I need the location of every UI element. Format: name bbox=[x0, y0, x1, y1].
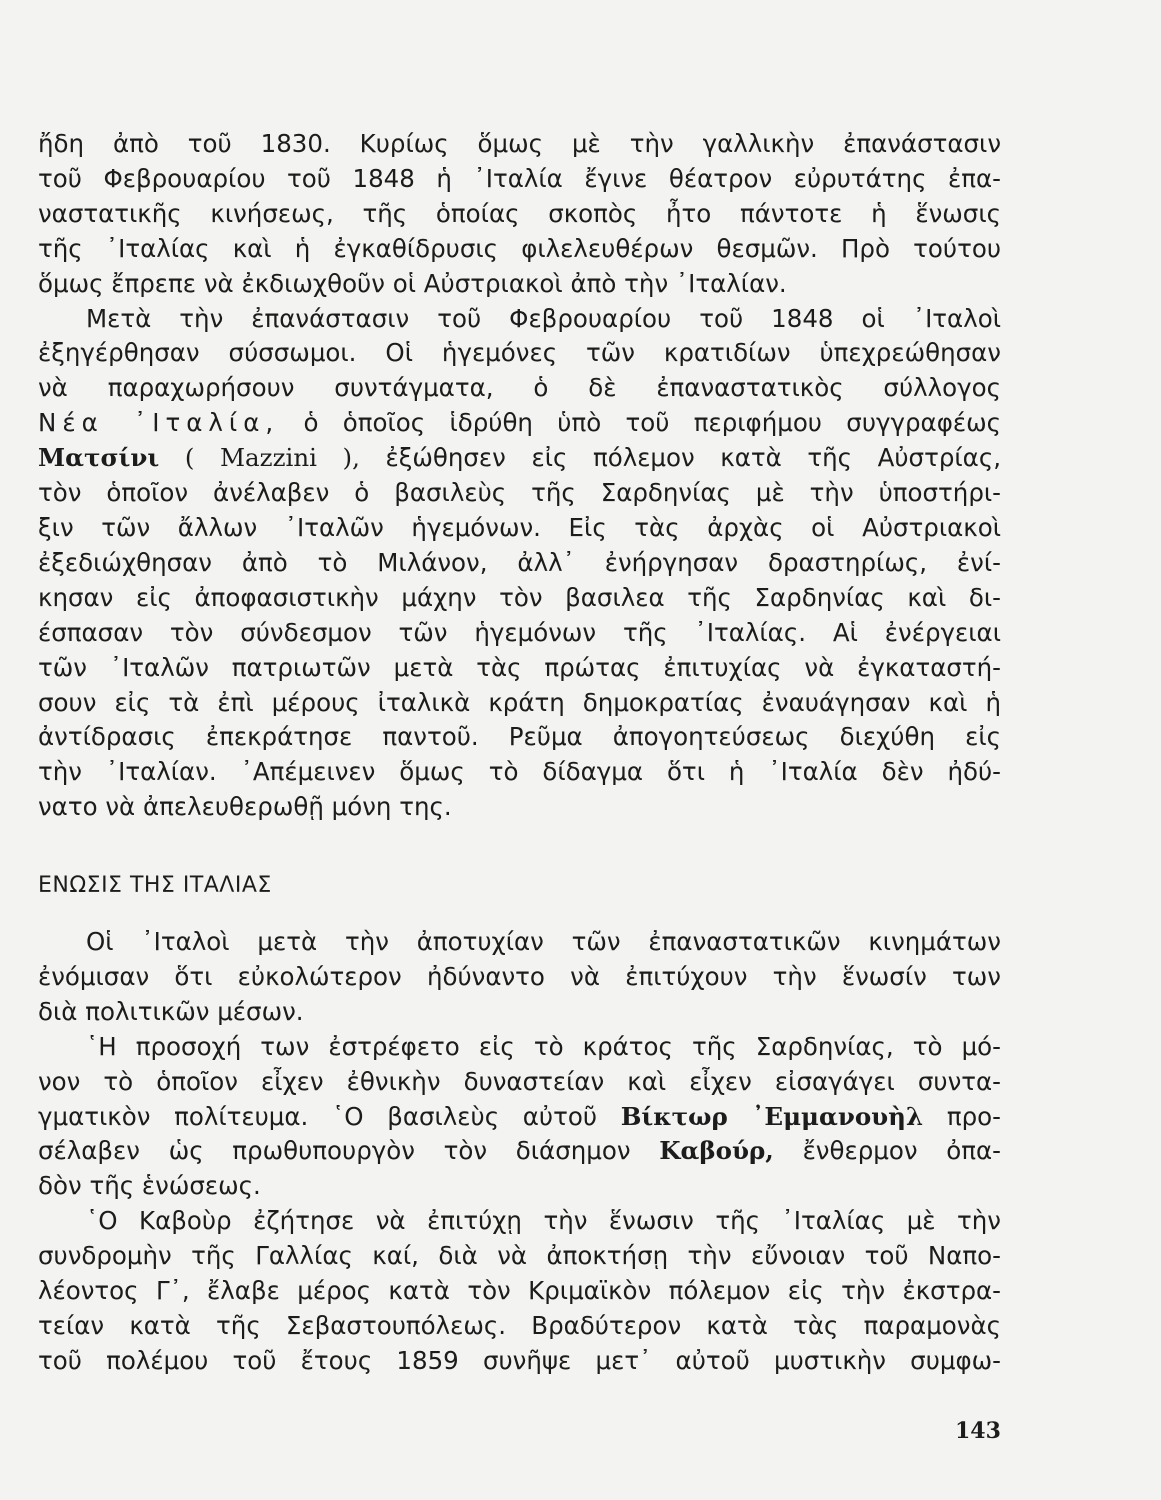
text-line: τὴν ᾿Ιταλίαν. ᾿Απέμεινεν ὅμως τὸ δίδαγμα ὅτι ἡ ᾿Ιταλία δὲν ἠδύ- bbox=[38, 757, 1001, 787]
text-line bbox=[38, 406, 1001, 441]
text-line: τὸν ὁποῖον ἀνέλαβεν ὁ βασιλεὺς τῆς Σαρδηνίας μὲ τὴν ὑποστήρι- bbox=[38, 478, 1001, 508]
text-line: κησαν εἰς ἀποφασιστικὴν μάχην τὸν βασιλεα τῆς Σαρδηνίας καὶ δι- bbox=[38, 582, 1001, 612]
text-span: ἔνθερμον ὀπα- bbox=[802, 1136, 1001, 1166]
text-line: Μετὰ τὴν ἐπανάστασιν τοῦ Φεβρουαρίου τοῦ 1848 οἱ ᾿Ιταλοὶ bbox=[86, 303, 1001, 333]
text-line: Οἱ ᾿Ιταλοὶ μετὰ τὴν ἀποτυχίαν τῶν ἐπαναστατικῶν κινημάτων bbox=[86, 927, 1001, 956]
text-line: τοῦ Φεβρουαρίου τοῦ 1848 ἡ ᾿Ιταλία ἔγινε θέατρον εὐρυτάτης ἐπα- bbox=[38, 163, 1001, 193]
section-heading: ΕΝΩΣΙΣ ΤΗΣ ΙΤΑΛΙΑΣ bbox=[38, 873, 272, 898]
text-span: ὁ ὁποῖος ἱδρύθη ὑπὸ τοῦ περιφήμου συγγραφέως bbox=[303, 408, 1001, 438]
text-line: ἀντίδρασις ἐπεκράτησε παντοῦ. Ρεῦμα ἀπογοητεύσεως διεχύθη εἰς bbox=[38, 722, 1001, 752]
text-line: ῾Η προσοχή των ἐστρέφετο εἰς τὸ κράτος τῆς Σαρδηνίας, τὸ μό- bbox=[86, 1031, 1001, 1061]
text-line: ἤδη ἀπὸ τοῦ 1830. Κυρίως ὅμως μὲ τὴν γαλλικὴν ἐπανάστασιν bbox=[38, 129, 1001, 158]
text-line bbox=[38, 1134, 1001, 1169]
text-span: σέλαβεν ὡς πρωθυπουργὸν τὸν διάσημον bbox=[38, 1136, 631, 1166]
text-line: νὰ παραχωρήσουν συντάγματα, ὁ δὲ ἐπαναστατικὸς σύλλογος bbox=[38, 373, 1001, 403]
society-name: Νέα ᾿Ιταλία, bbox=[38, 408, 280, 438]
text-line: συνδρομὴν τῆς Γαλλίας καί, διὰ νὰ ἀποκτήσῃ τὴν εὔνοιαν τοῦ Ναπο- bbox=[38, 1241, 1001, 1271]
text-line: νατο νὰ ἀπελευθερωθῇ μόνη της. bbox=[38, 792, 452, 822]
text-line: σουν εἰς τὰ ἐπὶ μέρους ἰταλικὰ κράτη δημοκρατίας ἐναυάγησαν καὶ ἡ bbox=[38, 687, 1001, 717]
text-line: ἐξηγέρθησαν σύσσωμοι. Οἱ ἡγεμόνες τῶν κρατιδίων ὑπεχρεώθησαν bbox=[38, 338, 1001, 368]
text-line: διὰ πολιτικῶν μέσων. bbox=[38, 996, 304, 1026]
text-line: ἐνόμισαν ὅτι εὐκολώτερον ἠδύναντο νὰ ἐπιτύχουν τὴν ἕνωσίν των bbox=[38, 961, 1001, 991]
text-line: ναστατικῆς κινήσεως, τῆς ὁποίας σκοπὸς ἦτο πάντοτε ἡ ἕνωσις bbox=[38, 198, 1001, 228]
text-span: ἐξώθησεν εἰς πόλεμον κατὰ τῆς Αὐστρίας, bbox=[385, 443, 1001, 473]
mazzini-latin-name: ( Mazzini ), bbox=[184, 443, 360, 473]
text-line bbox=[38, 441, 1001, 476]
text-line: τοῦ πολέμου τοῦ ἔτους 1859 συνῆψε μετ᾿ αὐτοῦ μυστικὴν συμφω- bbox=[38, 1345, 1001, 1375]
body-text-top bbox=[38, 127, 1001, 825]
body-text-bottom bbox=[38, 925, 1001, 1379]
text-line: ῾Ο Καβοὺρ ἐζήτησε νὰ ἐπιτύχῃ τὴν ἕνωσιν τῆς ᾿Ιταλίας μὲ τὴν bbox=[86, 1206, 1001, 1236]
cavour-name: Καβούρ, bbox=[659, 1136, 774, 1166]
victor-emmanuel-name: Βίκτωρ ᾿Εμμανουὴλ bbox=[620, 1101, 924, 1131]
text-span: προ- bbox=[946, 1101, 1001, 1131]
text-line: έσπασαν τὸν σύνδεσμον τῶν ἡγεμόνων τῆς ᾿Ιταλίας. Αἱ ἐνέργειαι bbox=[38, 617, 1001, 647]
page-number: 143 bbox=[955, 1418, 1001, 1444]
text-line bbox=[38, 1100, 1001, 1135]
text-line: λέοντος Γ᾿, ἔλαβε μέρος κατὰ τὸν Κριμαϊκὸν πόλεμον εἰς τὴν ἐκστρα- bbox=[38, 1276, 1001, 1306]
text-line: νον τὸ ὁποῖον εἶχεν ἐθνικὴν δυναστείαν καὶ εἶχεν εἰσαγάγει συντα- bbox=[38, 1066, 1001, 1096]
text-line: ξιν τῶν ἄλλων ᾿Ιταλῶν ἡγεμόνων. Εἰς τὰς ἀρχὰς οἱ Αὐστριακοὶ bbox=[38, 512, 1001, 542]
text-line: τῆς ᾿Ιταλίας καὶ ἡ ἐγκαθίδρυσις φιλελευθέρων θεσμῶν. Πρὸ τούτου bbox=[38, 233, 1001, 263]
text-line: ὅμως ἔπρεπε νὰ ἐκδιωχθοῦν οἱ Αὐστριακοὶ ἀπὸ τὴν ᾿Ιταλίαν. bbox=[38, 268, 787, 298]
mazzini-name: Ματσίνι bbox=[38, 443, 160, 473]
text-line: τῶν ᾿Ιταλῶν πατριωτῶν μετὰ τὰς πρώτας ἐπιτυχίας νὰ ἐγκαταστή- bbox=[38, 652, 1001, 682]
text-line: τείαν κατὰ τῆς Σεβαστουπόλεως. Βραδύτερον κατὰ τὰς παραμονὰς bbox=[38, 1310, 1001, 1340]
text-span: γματικὸν πολίτευμα. ῾Ο βασιλεὺς αὐτοῦ bbox=[38, 1101, 598, 1131]
text-line: δὸν τῆς ἑνώσεως. bbox=[38, 1171, 261, 1201]
text-line: ἐξεδιώχθησαν ἀπὸ τὸ Μιλάνον, ἀλλ᾿ ἐνήργησαν δραστηρίως, ἐνί- bbox=[38, 547, 1001, 577]
